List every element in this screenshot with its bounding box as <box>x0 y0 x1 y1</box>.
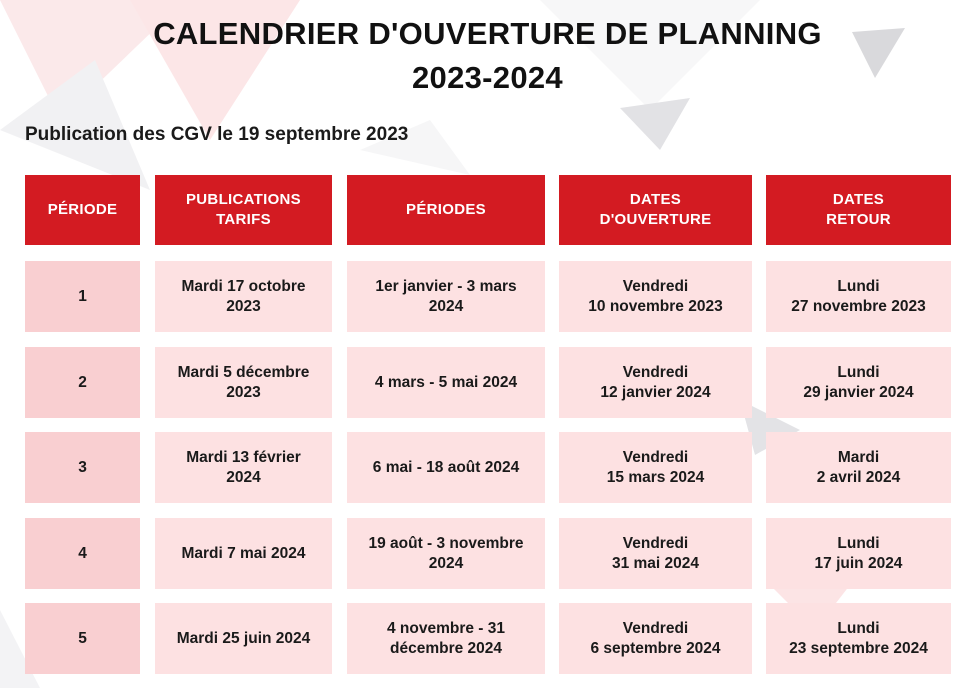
cell-date-retour-text: Lundi <box>837 277 880 295</box>
cell-periodes <box>347 518 545 589</box>
header-date-ouverture <box>559 175 752 245</box>
cell-date-ouverture-text: 10 novembre 2023 <box>588 297 723 315</box>
cell-periodes-text: 4 novembre - 31 <box>386 619 506 637</box>
header-date-retour-text: DATES <box>832 191 885 208</box>
cell-publication-tarifs-text: 2024 <box>226 468 261 486</box>
header-date-ouverture-text: D'OUVERTURE <box>599 211 712 228</box>
cell-date-ouverture-text: 12 janvier 2024 <box>600 383 711 401</box>
cell-periode-text: 3 <box>78 458 87 476</box>
cell-periode <box>25 603 140 674</box>
cell-periodes-text: 4 mars - 5 mai 2024 <box>374 373 518 391</box>
decor-triangle <box>620 98 690 150</box>
cell-date-ouverture-text: Vendredi <box>622 534 689 552</box>
cell-periode <box>25 347 140 418</box>
page-title-years: 2023-2024 <box>412 60 563 95</box>
cell-periodes-text: 2024 <box>428 297 464 315</box>
cell-publication-tarifs-text: Mardi 7 mai 2024 <box>181 544 306 562</box>
header-publication-tarifs-text: TARIFS <box>216 211 271 228</box>
cell-periode <box>25 261 140 332</box>
cell-date-retour <box>766 347 951 418</box>
cell-date-retour-text: 2 avril 2024 <box>816 468 901 486</box>
cell-date-ouverture-text: Vendredi <box>622 277 689 295</box>
cell-publication-tarifs <box>155 347 332 418</box>
header-periode <box>25 175 140 245</box>
cell-publication-tarifs-text: Mardi 25 juin 2024 <box>176 629 311 647</box>
cell-periode <box>25 518 140 589</box>
cell-publication-tarifs-text: 2023 <box>226 383 261 401</box>
header-periodes <box>347 175 545 245</box>
header-periodes-text: PÉRIODES <box>406 201 486 218</box>
cell-date-retour <box>766 432 951 503</box>
cell-publication-tarifs <box>155 261 332 332</box>
cell-date-ouverture-text: 31 mai 2024 <box>611 554 700 572</box>
cell-publication-tarifs <box>155 603 332 674</box>
cell-date-ouverture-text: 6 septembre 2024 <box>590 639 721 657</box>
cell-periode-text: 1 <box>78 287 87 305</box>
cell-date-retour-text: Lundi <box>837 534 880 552</box>
cell-date-retour-text: Lundi <box>837 363 880 381</box>
header-date-retour <box>766 175 951 245</box>
cell-periodes-text: 1er janvier - 3 mars <box>375 277 517 295</box>
cell-periode <box>25 432 140 503</box>
cell-publication-tarifs-text: 2023 <box>226 297 261 315</box>
cell-publication-tarifs-text: Mardi 5 décembre <box>177 363 310 381</box>
cell-periodes <box>347 347 545 418</box>
header-publication-tarifs <box>155 175 332 245</box>
cell-date-retour-text: 29 janvier 2024 <box>803 383 914 401</box>
cell-date-ouverture <box>559 347 752 418</box>
cell-publication-tarifs-text: Mardi 13 février <box>186 448 301 466</box>
cell-publication-tarifs-text: Mardi 17 octobre <box>181 277 306 295</box>
cell-periodes-text: 19 août - 3 novembre <box>368 534 524 552</box>
cell-date-retour <box>766 603 951 674</box>
cell-date-ouverture <box>559 432 752 503</box>
cell-date-retour-text: 27 novembre 2023 <box>791 297 926 315</box>
cell-periodes-text: décembre 2024 <box>389 639 503 657</box>
cell-date-retour <box>766 261 951 332</box>
cell-periodes <box>347 432 545 503</box>
cell-date-retour-text: Mardi <box>837 448 880 466</box>
header-date-retour-text: RETOUR <box>826 211 891 228</box>
cell-date-ouverture-text: Vendredi <box>622 448 689 466</box>
cell-date-ouverture <box>559 603 752 674</box>
cell-date-ouverture-text: Vendredi <box>622 363 689 381</box>
header-periode-text: PÉRIODE <box>47 201 118 218</box>
cell-date-ouverture-text: 15 mars 2024 <box>606 468 705 486</box>
page-title: CALENDRIER D'OUVERTURE DE PLANNING <box>153 16 822 51</box>
header-date-ouverture-text: DATES <box>629 191 682 208</box>
cell-date-ouverture <box>559 261 752 332</box>
cell-publication-tarifs <box>155 518 332 589</box>
cell-periodes-text: 6 mai - 18 août 2024 <box>372 458 520 476</box>
cell-date-retour-text: 23 septembre 2024 <box>789 639 928 657</box>
cell-periode-text: 5 <box>78 629 87 647</box>
cell-periode-text: 4 <box>78 544 87 562</box>
cell-periode-text: 2 <box>78 373 87 391</box>
cgv-publication-note: Publication des CGV le 19 septembre 2023 <box>25 124 409 145</box>
cell-date-retour-text: Lundi <box>837 619 880 637</box>
cell-periodes-text: 2024 <box>428 554 464 572</box>
header-publication-tarifs-text: PUBLICATIONS <box>186 191 301 208</box>
cell-periodes <box>347 261 545 332</box>
cell-date-retour <box>766 518 951 589</box>
cell-periodes <box>347 603 545 674</box>
cell-date-ouverture <box>559 518 752 589</box>
cell-date-retour-text: 17 juin 2024 <box>814 554 903 572</box>
cell-date-ouverture-text: Vendredi <box>622 619 689 637</box>
cell-publication-tarifs <box>155 432 332 503</box>
